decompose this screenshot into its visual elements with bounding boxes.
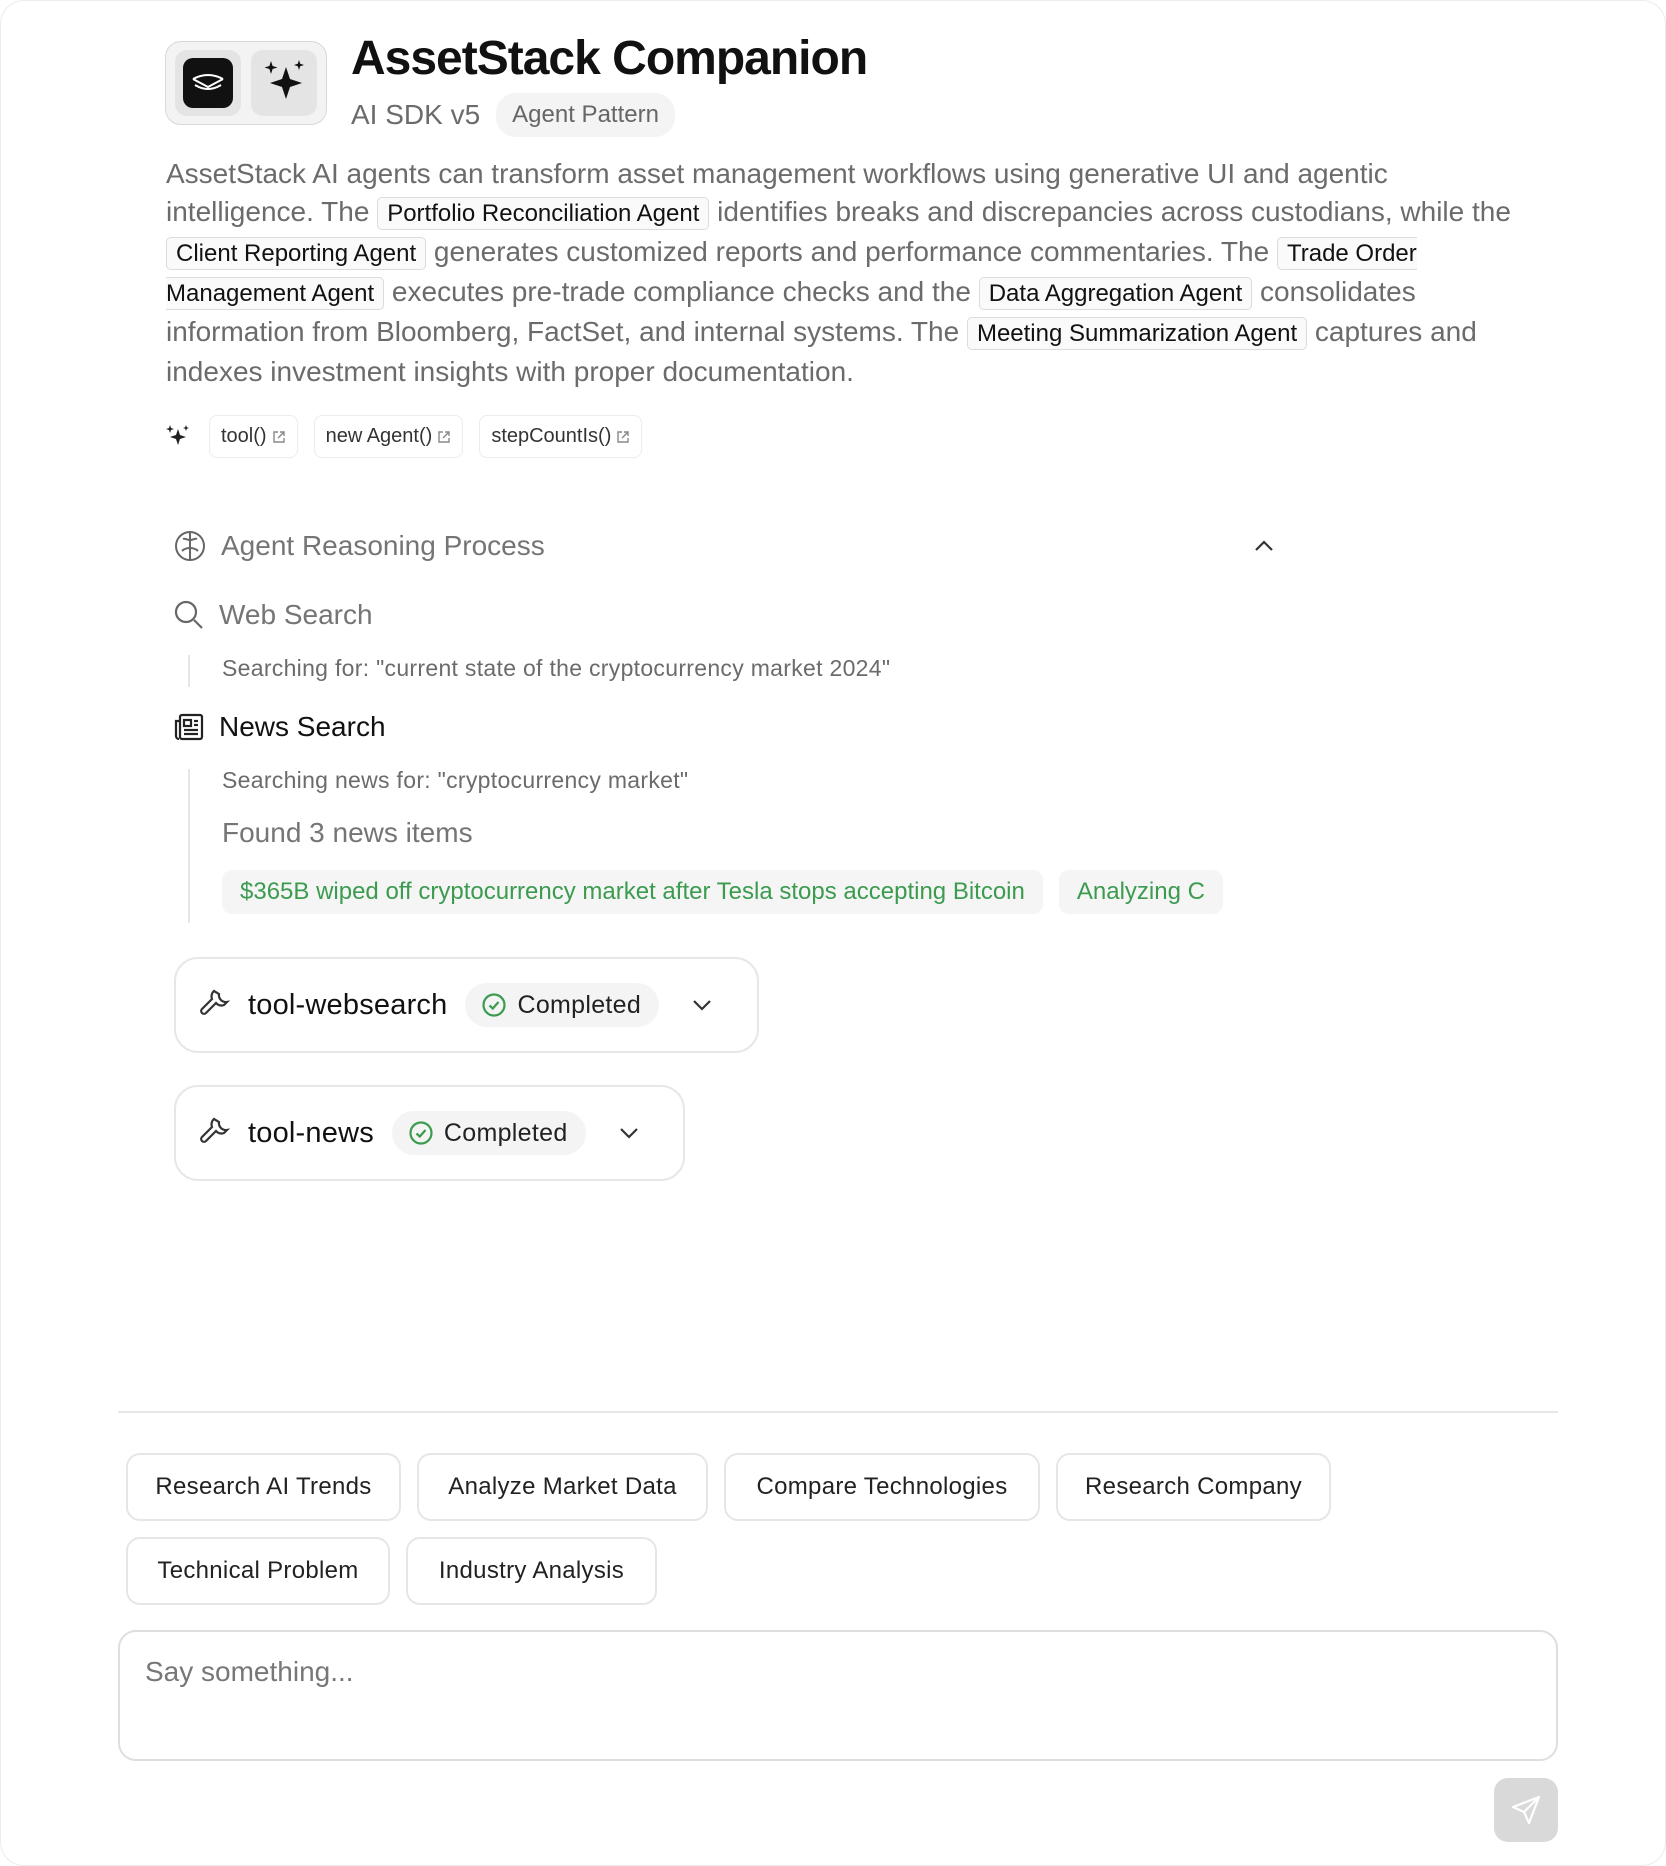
chevron-up-icon	[1251, 533, 1277, 559]
external-link-icon	[616, 430, 630, 444]
app-title: AssetStack Companion	[351, 32, 868, 85]
search-icon	[173, 599, 205, 631]
external-link-icon	[272, 430, 286, 444]
app-logo	[165, 41, 327, 125]
external-link-icon	[437, 430, 451, 444]
news-item-chip[interactable]: Analyzing C	[1059, 870, 1223, 914]
status-badge	[392, 1111, 586, 1155]
agent-tag-data-aggregation: Data Aggregation Agent	[979, 277, 1253, 310]
agent-tag-client-reporting: Client Reporting Agent	[166, 237, 426, 270]
tool-name: tool-websearch	[248, 988, 448, 1021]
sparkles-logo-tile	[251, 50, 317, 116]
tool-card-news[interactable]	[174, 1085, 685, 1181]
composer-divider	[118, 1411, 1558, 1413]
sparkles-icon	[165, 423, 193, 451]
assetstack-logo-icon	[183, 58, 233, 108]
assetstack-logo-tile	[175, 50, 241, 116]
sdk-version-label: AI SDK v5	[351, 99, 481, 130]
suggestion-analyze-market-data[interactable]: Analyze Market Data	[417, 1453, 708, 1521]
wrench-icon	[200, 1117, 232, 1149]
send-button[interactable]	[1494, 1778, 1558, 1842]
chevron-down-icon	[616, 1120, 642, 1146]
send-icon	[1510, 1794, 1542, 1826]
step-label: News Search	[219, 711, 386, 742]
step-detail: Searching news for: "cryptocurrency market"	[222, 767, 689, 793]
newspaper-icon	[173, 711, 205, 743]
news-items-strip[interactable]	[222, 870, 1278, 914]
status-badge	[465, 983, 659, 1027]
wrench-icon	[200, 989, 232, 1021]
check-circle-icon	[408, 1120, 434, 1146]
api-link-label: new Agent()	[325, 425, 433, 447]
news-item-chip[interactable]: $365B wiped off cryptocurrency market after Tesla stops accepting Bitcoin	[222, 870, 1043, 914]
agent-tag-trade-order-management: Trade Order Management Agent	[166, 237, 1417, 310]
brain-icon	[173, 529, 207, 563]
reasoning-step-web-search	[173, 599, 373, 631]
api-link-step-count-is[interactable]	[479, 415, 642, 458]
reasoning-step-news-search	[173, 711, 386, 743]
chevron-down-icon	[689, 992, 715, 1018]
step-label: Web Search	[219, 599, 373, 630]
agent-tag-portfolio-reconciliation: Portfolio Reconciliation Agent	[377, 197, 709, 230]
description-text: generates customized reports and performance commentaries. The	[426, 236, 1277, 267]
sparkles-icon	[259, 58, 309, 108]
suggestion-compare-technologies[interactable]: Compare Technologies	[724, 1453, 1040, 1521]
pattern-badge: Agent Pattern	[496, 93, 675, 137]
suggestion-research-company[interactable]: Research Company	[1056, 1453, 1331, 1521]
suggestion-technical-problem[interactable]: Technical Problem	[126, 1537, 390, 1605]
step-connector	[188, 769, 190, 923]
description-text: executes pre-trade compliance checks and the	[384, 276, 979, 307]
status-text: Completed	[443, 1118, 568, 1147]
suggestion-industry-analysis[interactable]: Industry Analysis	[406, 1537, 657, 1605]
chat-input[interactable]	[118, 1630, 1558, 1761]
api-reference-row	[165, 415, 642, 458]
api-link-label: stepCountIs()	[491, 425, 612, 447]
description-text: captures and indexes investment insights with proper documentation.	[166, 316, 1477, 387]
step-detail: Searching for: "current state of the cryptocurrency market 2024"	[222, 655, 891, 681]
tool-name: tool-news	[248, 1116, 374, 1149]
api-link-new-agent[interactable]	[314, 415, 464, 458]
description-text: AssetStack AI agents can transform asset management workflows using generative UI and agentic intelligence. The	[166, 158, 1388, 227]
description-text: identifies breaks and discrepancies across custodians, while the	[709, 196, 1511, 227]
news-found-count: Found 3 news items	[222, 817, 473, 848]
app-description	[166, 155, 1526, 391]
subtitle-row	[351, 93, 675, 137]
step-connector	[188, 655, 190, 687]
check-circle-icon	[481, 992, 507, 1018]
agent-tag-meeting-summarization: Meeting Summarization Agent	[967, 317, 1307, 350]
status-text: Completed	[517, 990, 642, 1019]
suggestion-research-ai-trends[interactable]: Research AI Trends	[126, 1453, 401, 1521]
description-text: consolidates information from Bloomberg, FactSet, and internal systems. The	[166, 276, 1416, 347]
reasoning-title: Agent Reasoning Process	[221, 530, 545, 561]
api-link-label: tool()	[221, 425, 267, 447]
tool-card-websearch[interactable]	[174, 957, 759, 1053]
api-link-tool[interactable]	[209, 415, 298, 458]
reasoning-toggle[interactable]	[173, 525, 1277, 567]
